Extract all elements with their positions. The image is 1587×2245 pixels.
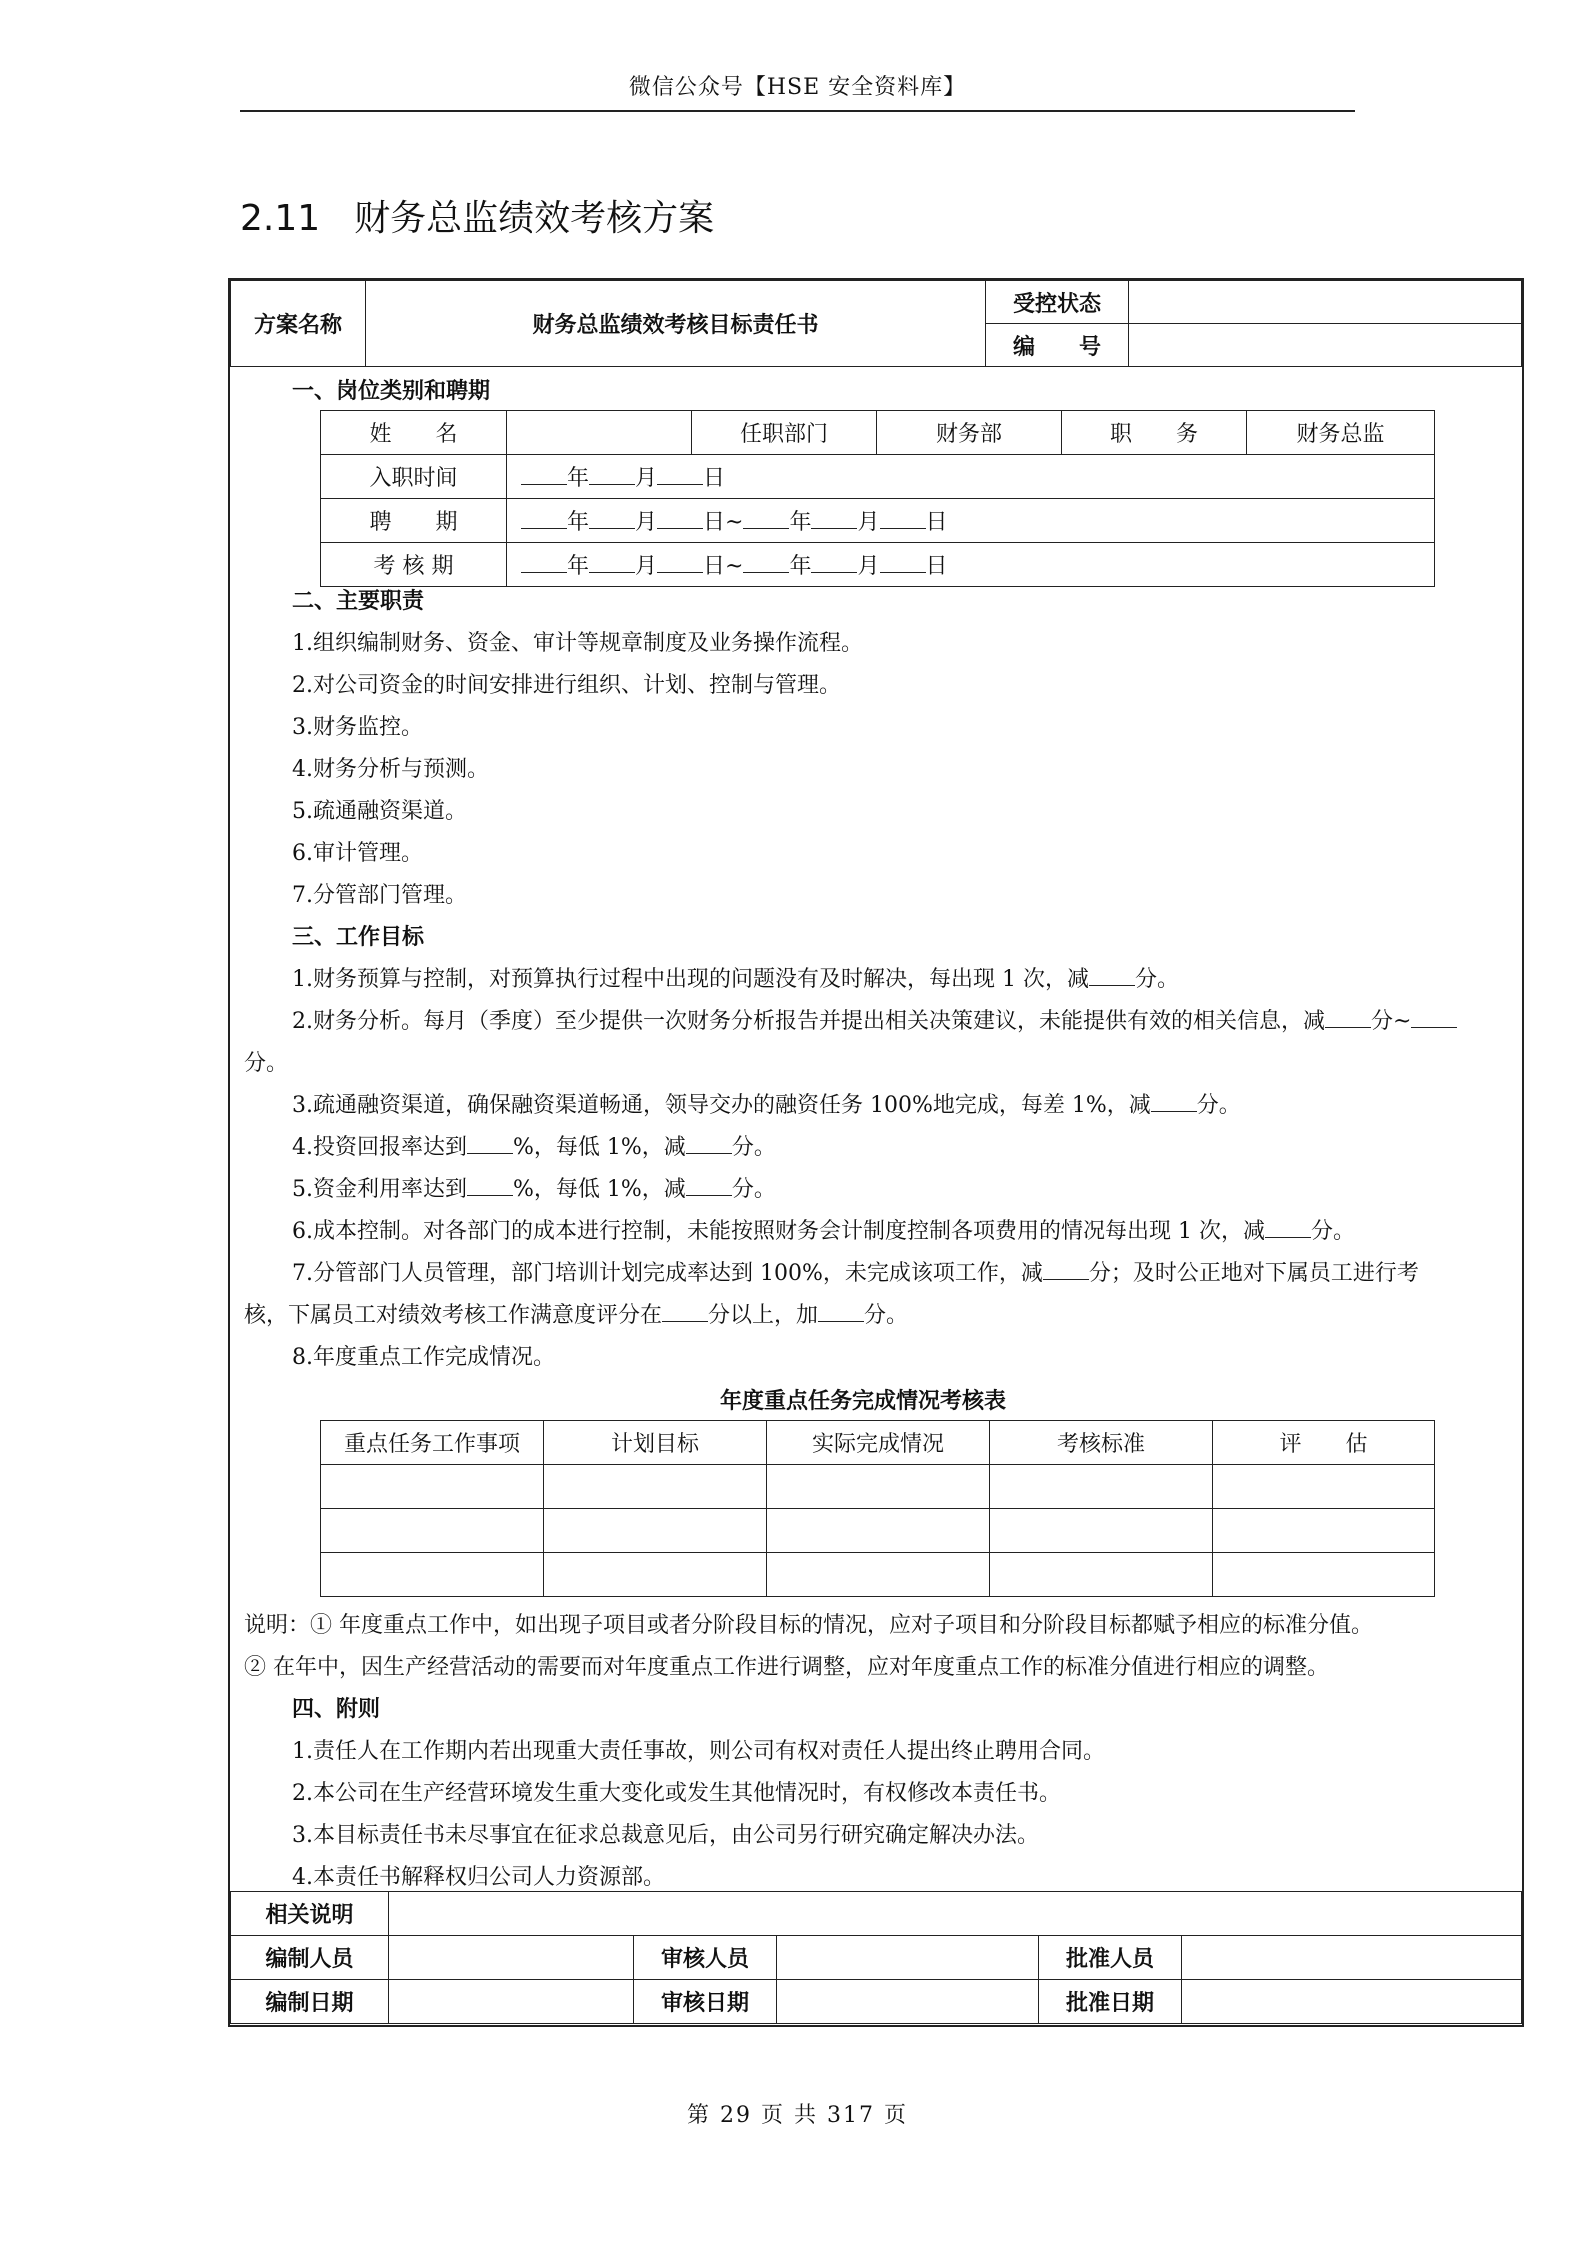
key-cell[interactable] [1213, 1553, 1435, 1597]
key-cell[interactable] [321, 1553, 544, 1597]
goal-3: 3.疏通融资渠道，确保融资渠道畅通，领导交办的融资任务 100%地完成，每差 1%，减 分。 [292, 1093, 1241, 1118]
goal-5: 5.资金利用率达到 %，每低 1%，减 分。 [292, 1177, 776, 1202]
approver-value[interactable] [1182, 1936, 1522, 1980]
approve-date-label: 批准日期 [1039, 1980, 1182, 2024]
s3-heading: 三、工作目标 [292, 924, 425, 950]
term-label: 聘 期 [321, 499, 507, 543]
goal-2-cont: 分。 [244, 1051, 289, 1076]
key-cell[interactable] [767, 1553, 990, 1597]
rule-item: 1.责任人在工作期内若出现重大责任事故，则公司有权对责任人提出终止聘用合同。 [292, 1739, 1105, 1764]
plan-name-label: 方案名称 [231, 281, 366, 367]
key-cell[interactable] [544, 1465, 767, 1509]
table-row [321, 1509, 1435, 1553]
entry-date-label: 入职时间 [321, 455, 507, 499]
table-row [321, 1553, 1435, 1597]
rule-item: 4.本责任书解释权归公司人力资源部。 [292, 1865, 665, 1890]
compile-date-value[interactable] [389, 1980, 634, 2024]
approve-date-value[interactable] [1182, 1980, 1522, 2024]
review-date-label: 审核日期 [634, 1980, 777, 2024]
duty-item: 1.组织编制财务、资金、审计等规章制度及业务操作流程。 [292, 631, 863, 656]
goal-2: 2.财务分析。每月（季度）至少提供一次财务分析报告并提出相关决策建议，未能提供有效的相关信息，减 分~ [292, 1004, 1457, 1035]
review-date-value[interactable] [777, 1980, 1039, 2024]
s1-heading: 一、岗位类别和聘期 [292, 378, 491, 404]
duty-item: 2.对公司资金的时间安排进行组织、计划、控制与管理。 [292, 673, 841, 698]
duty-item: 3.财务监控。 [292, 715, 423, 740]
plan-name-value: 财务总监绩效考核目标责任书 [366, 281, 986, 367]
position-table [320, 410, 1435, 587]
plan-header-table [230, 280, 1522, 367]
key-cell[interactable] [544, 1509, 767, 1553]
related-label: 相关说明 [231, 1892, 389, 1936]
control-status-value[interactable] [1129, 281, 1522, 324]
reviewer-label: 审核人员 [634, 1936, 777, 1980]
position-label: 职 务 [1062, 411, 1247, 455]
section-number: 2.11 [240, 198, 321, 239]
dept-label: 任职部门 [692, 411, 877, 455]
goal-8: 8.年度重点工作完成情况。 [292, 1345, 555, 1370]
note-1: 说明：① 年度重点工作中，如出现子项目或者分阶段目标的情况，应对子项目和分阶段目标都赋予相应的标准分值。 [244, 1613, 1373, 1638]
compiler-value[interactable] [389, 1936, 634, 1980]
key-task-table [320, 1420, 1435, 1597]
duty-item: 5.疏通融资渠道。 [292, 799, 467, 824]
approver-label: 批准人员 [1039, 1936, 1182, 1980]
position-value: 财务总监 [1247, 411, 1435, 455]
duty-item: 4.财务分析与预测。 [292, 757, 489, 782]
key-table-title: 年度重点任务完成情况考核表 [720, 1388, 1007, 1414]
page-footer: 第 29 页 共 317 页 [687, 2103, 908, 2128]
key-cell[interactable] [1213, 1509, 1435, 1553]
key-header: 考核标准 [990, 1421, 1213, 1465]
section-title [240, 190, 714, 241]
goal-4: 4.投资回报率达到 %，每低 1%，减 分。 [292, 1135, 776, 1160]
key-cell[interactable] [990, 1553, 1213, 1597]
duty-item: 7.分管部门管理。 [292, 883, 467, 908]
key-header: 实际完成情况 [767, 1421, 990, 1465]
key-header: 计划目标 [544, 1421, 767, 1465]
assess-period-value[interactable]: 年 月 日~ 年 月 日 [507, 543, 1435, 587]
key-cell[interactable] [767, 1509, 990, 1553]
key-cell[interactable] [1213, 1465, 1435, 1509]
name-label: 姓 名 [321, 411, 507, 455]
s4-heading: 四、附则 [292, 1696, 381, 1722]
page-header: 微信公众号【HSE 安全资料库】 [628, 75, 967, 100]
related-value[interactable] [389, 1892, 1522, 1936]
s2-heading: 二、主要职责 [292, 588, 425, 614]
entry-date-value[interactable]: 年 月 日 [507, 455, 1435, 499]
key-header: 评 估 [1213, 1421, 1435, 1465]
plan-frame [228, 278, 1524, 2027]
assess-period-label: 考 核 期 [321, 543, 507, 587]
control-status-label: 受控状态 [986, 281, 1129, 324]
section-title-text: 财务总监绩效考核方案 [354, 198, 715, 239]
term-value[interactable]: 年 月 日~ 年 月 日 [507, 499, 1435, 543]
name-value[interactable] [507, 411, 692, 455]
duty-item: 6.审计管理。 [292, 841, 423, 866]
note-2: ② 在年中，因生产经营活动的需要而对年度重点工作进行调整，应对年度重点工作的标准分值进行相应的调整。 [244, 1655, 1329, 1680]
key-cell[interactable] [767, 1465, 990, 1509]
key-cell[interactable] [544, 1553, 767, 1597]
header-rule [240, 110, 1355, 112]
goal-6: 6.成本控制。对各部门的成本进行控制，未能按照财务会计制度控制各项费用的情况每出现 1 次，减 分。 [292, 1219, 1355, 1244]
signoff-table [230, 1891, 1522, 2024]
key-cell[interactable] [990, 1465, 1213, 1509]
reviewer-value[interactable] [777, 1936, 1039, 1980]
key-header: 重点任务工作事项 [321, 1421, 544, 1465]
goal-7-cont: 核，下属员工对绩效考核工作满意度评分在 分以上，加 分。 [244, 1303, 909, 1328]
goal-1: 1.财务预算与控制，对预算执行过程中出现的问题没有及时解决，每出现 1 次，减 分。 [292, 967, 1179, 992]
rule-item: 2.本公司在生产经营环境发生重大变化或发生其他情况时，有权修改本责任书。 [292, 1781, 1061, 1806]
table-row [321, 1465, 1435, 1509]
compiler-label: 编制人员 [231, 1936, 389, 1980]
compile-date-label: 编制日期 [231, 1980, 389, 2024]
rule-item: 3.本目标责任书未尽事宜在征求总裁意见后，由公司另行研究确定解决办法。 [292, 1823, 1039, 1848]
number-label: 编 号 [986, 324, 1129, 367]
number-value[interactable] [1129, 324, 1522, 367]
key-cell[interactable] [990, 1509, 1213, 1553]
key-cell[interactable] [321, 1465, 544, 1509]
key-cell[interactable] [321, 1509, 544, 1553]
dept-value: 财务部 [877, 411, 1062, 455]
goal-7: 7.分管部门人员管理，部门培训计划完成率达到 100%，未完成该项工作，减 分；及时公正地对下属员工进行考 [292, 1261, 1419, 1286]
